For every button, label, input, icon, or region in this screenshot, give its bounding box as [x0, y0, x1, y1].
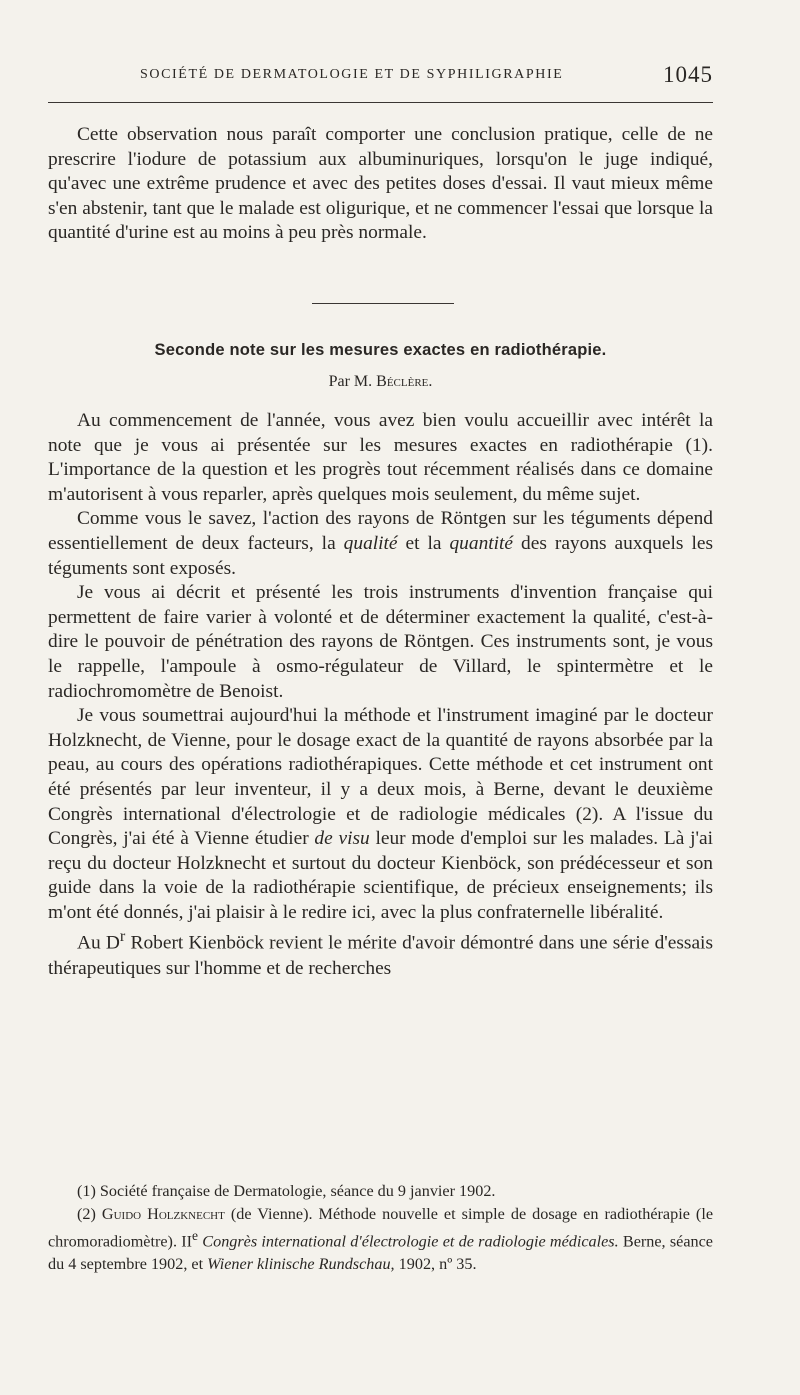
fn2-text-e: 1902, nº 35. — [394, 1255, 477, 1274]
article-paragraph-2 — [48, 507, 713, 581]
byline-prefix: Par M. — [328, 373, 377, 390]
p2-text-c: des rayons auxquels les téguments sont exposés. — [48, 532, 714, 579]
p4-text-a: Je vous soumettrai aujourd'hui la méthode et l'instrument imaginé par le docteur Holzknecht, de Vienne, pour le dosage exact de la quantité de rayons absorbée par la peau, au cours des opérations radiothérapiques. Cette méthode et cet instrument ont été présentés par leur inventeur, il y a deux mois, à Berne, devant le deuxième Congrès international d'électrologie et de radiologie médicales (2). A l'issue du Congrès, j'ai été à Vienne étudier — [48, 705, 713, 850]
p2-quantite: quantité — [449, 532, 514, 554]
page-number: 1045 — [663, 62, 713, 87]
p5-text-a: Au D — [77, 932, 120, 954]
section-separator — [312, 303, 454, 304]
p5-superscript: r — [119, 928, 126, 946]
running-head: SOCIÉTÉ DE DERMATOLOGIE ET DE SYPHILIGRAPHIE — [140, 67, 564, 82]
intro-paragraph: Cette observation nous paraît comporter une conclusion pratique, celle de ne prescrire l'iodure de potassium aux albuminuriques, lorsqu'on le juge indiqué, qu'avec une extrême prudence et avec des petites doses d'essai. Il vaut mieux même s'en abstenir, tant que le malade est oligurique, et ne commencer l'essai que lorsque la quantité d'urine est au moins à peu près normale. — [48, 124, 713, 244]
fn2-wiener: Wiener klinische Rundschau, — [207, 1255, 395, 1274]
fn2-text-a: (2) — [77, 1204, 102, 1223]
byline — [48, 373, 713, 391]
article-paragraph-3: Je vous ai décrit et présenté les trois instruments d'invention française qui permettent de faire varier à volonté et de déterminer exactement la qualité, c'est-à-dire le pouvoir de pénétration des rayons de Röntgen. Ces instruments sont, je vous le rappelle, l'ampoule à osmo-régulateur de Villard, le spintermètre et le radiochromomètre de Benoist. — [48, 582, 713, 702]
article-title: Seconde note sur les mesures exactes en radiothérapie. — [154, 341, 607, 359]
fn2-author: Guido Holzknecht — [101, 1204, 225, 1223]
article-paragraph-4 — [48, 704, 713, 925]
p4-text-b: leur mode d'emploi sur les malades. Là j'ai reçu du docteur Holzknecht et surtout du docteur Kienböck, son prédécesseur et son guide dans la voie de la radiothérapie scientifique, de précieux enseignements; ils m'ont été donnés, j'ai plaisir à le redire ici, avec la plus confraternelle libéralité. — [48, 828, 713, 923]
p2-text-a: Comme vous le savez, l'action des rayons de Röntgen sur les téguments dépend essentiellement de deux facteurs, la — [48, 508, 713, 554]
article-paragraph-5 — [48, 925, 713, 981]
article-paragraph-1: Au commencement de l'année, vous avez bien voulu accueillir avec intérêt la note que je vous ai présentée sur les mesures exactes en radiothérapie (1). L'importance de la question et les progrès tout récemment réalisés dans ce domaine m'autorisent à vous reparler, après quelques mois seulement, du même sujet. — [48, 410, 713, 505]
fn2-superscript: e — [192, 1228, 199, 1244]
footnote-2 — [48, 1203, 713, 1276]
p5-text-b: Robert Kienböck revient le mérite d'avoir démontré dans une série d'essais thérapeutiques sur l'homme et de recherches — [48, 932, 713, 979]
footnotes — [48, 1180, 713, 1276]
fn2-text-b: (de Vienne). Méthode nouvelle et simple de dosage en radiothérapie (le chromoradiomètre). II — [48, 1204, 713, 1251]
article-body — [48, 409, 713, 981]
fn2-congres: Congrès international d'électrologie et de radiologie médicales. — [202, 1232, 619, 1251]
footnote-1: (1) Société française de Dermatologie, séance du 9 janvier 1902. — [77, 1182, 496, 1200]
byline-author: Béclère. — [376, 373, 433, 390]
intro-section — [48, 123, 713, 246]
page-header — [48, 62, 713, 103]
p2-text-b: et la — [397, 532, 450, 554]
fn2-text-d: Berne, séance du 4 septembre 1902, et — [48, 1232, 713, 1274]
p2-qualite: qualité — [343, 532, 398, 554]
p4-de-visu: de visu — [314, 828, 370, 850]
